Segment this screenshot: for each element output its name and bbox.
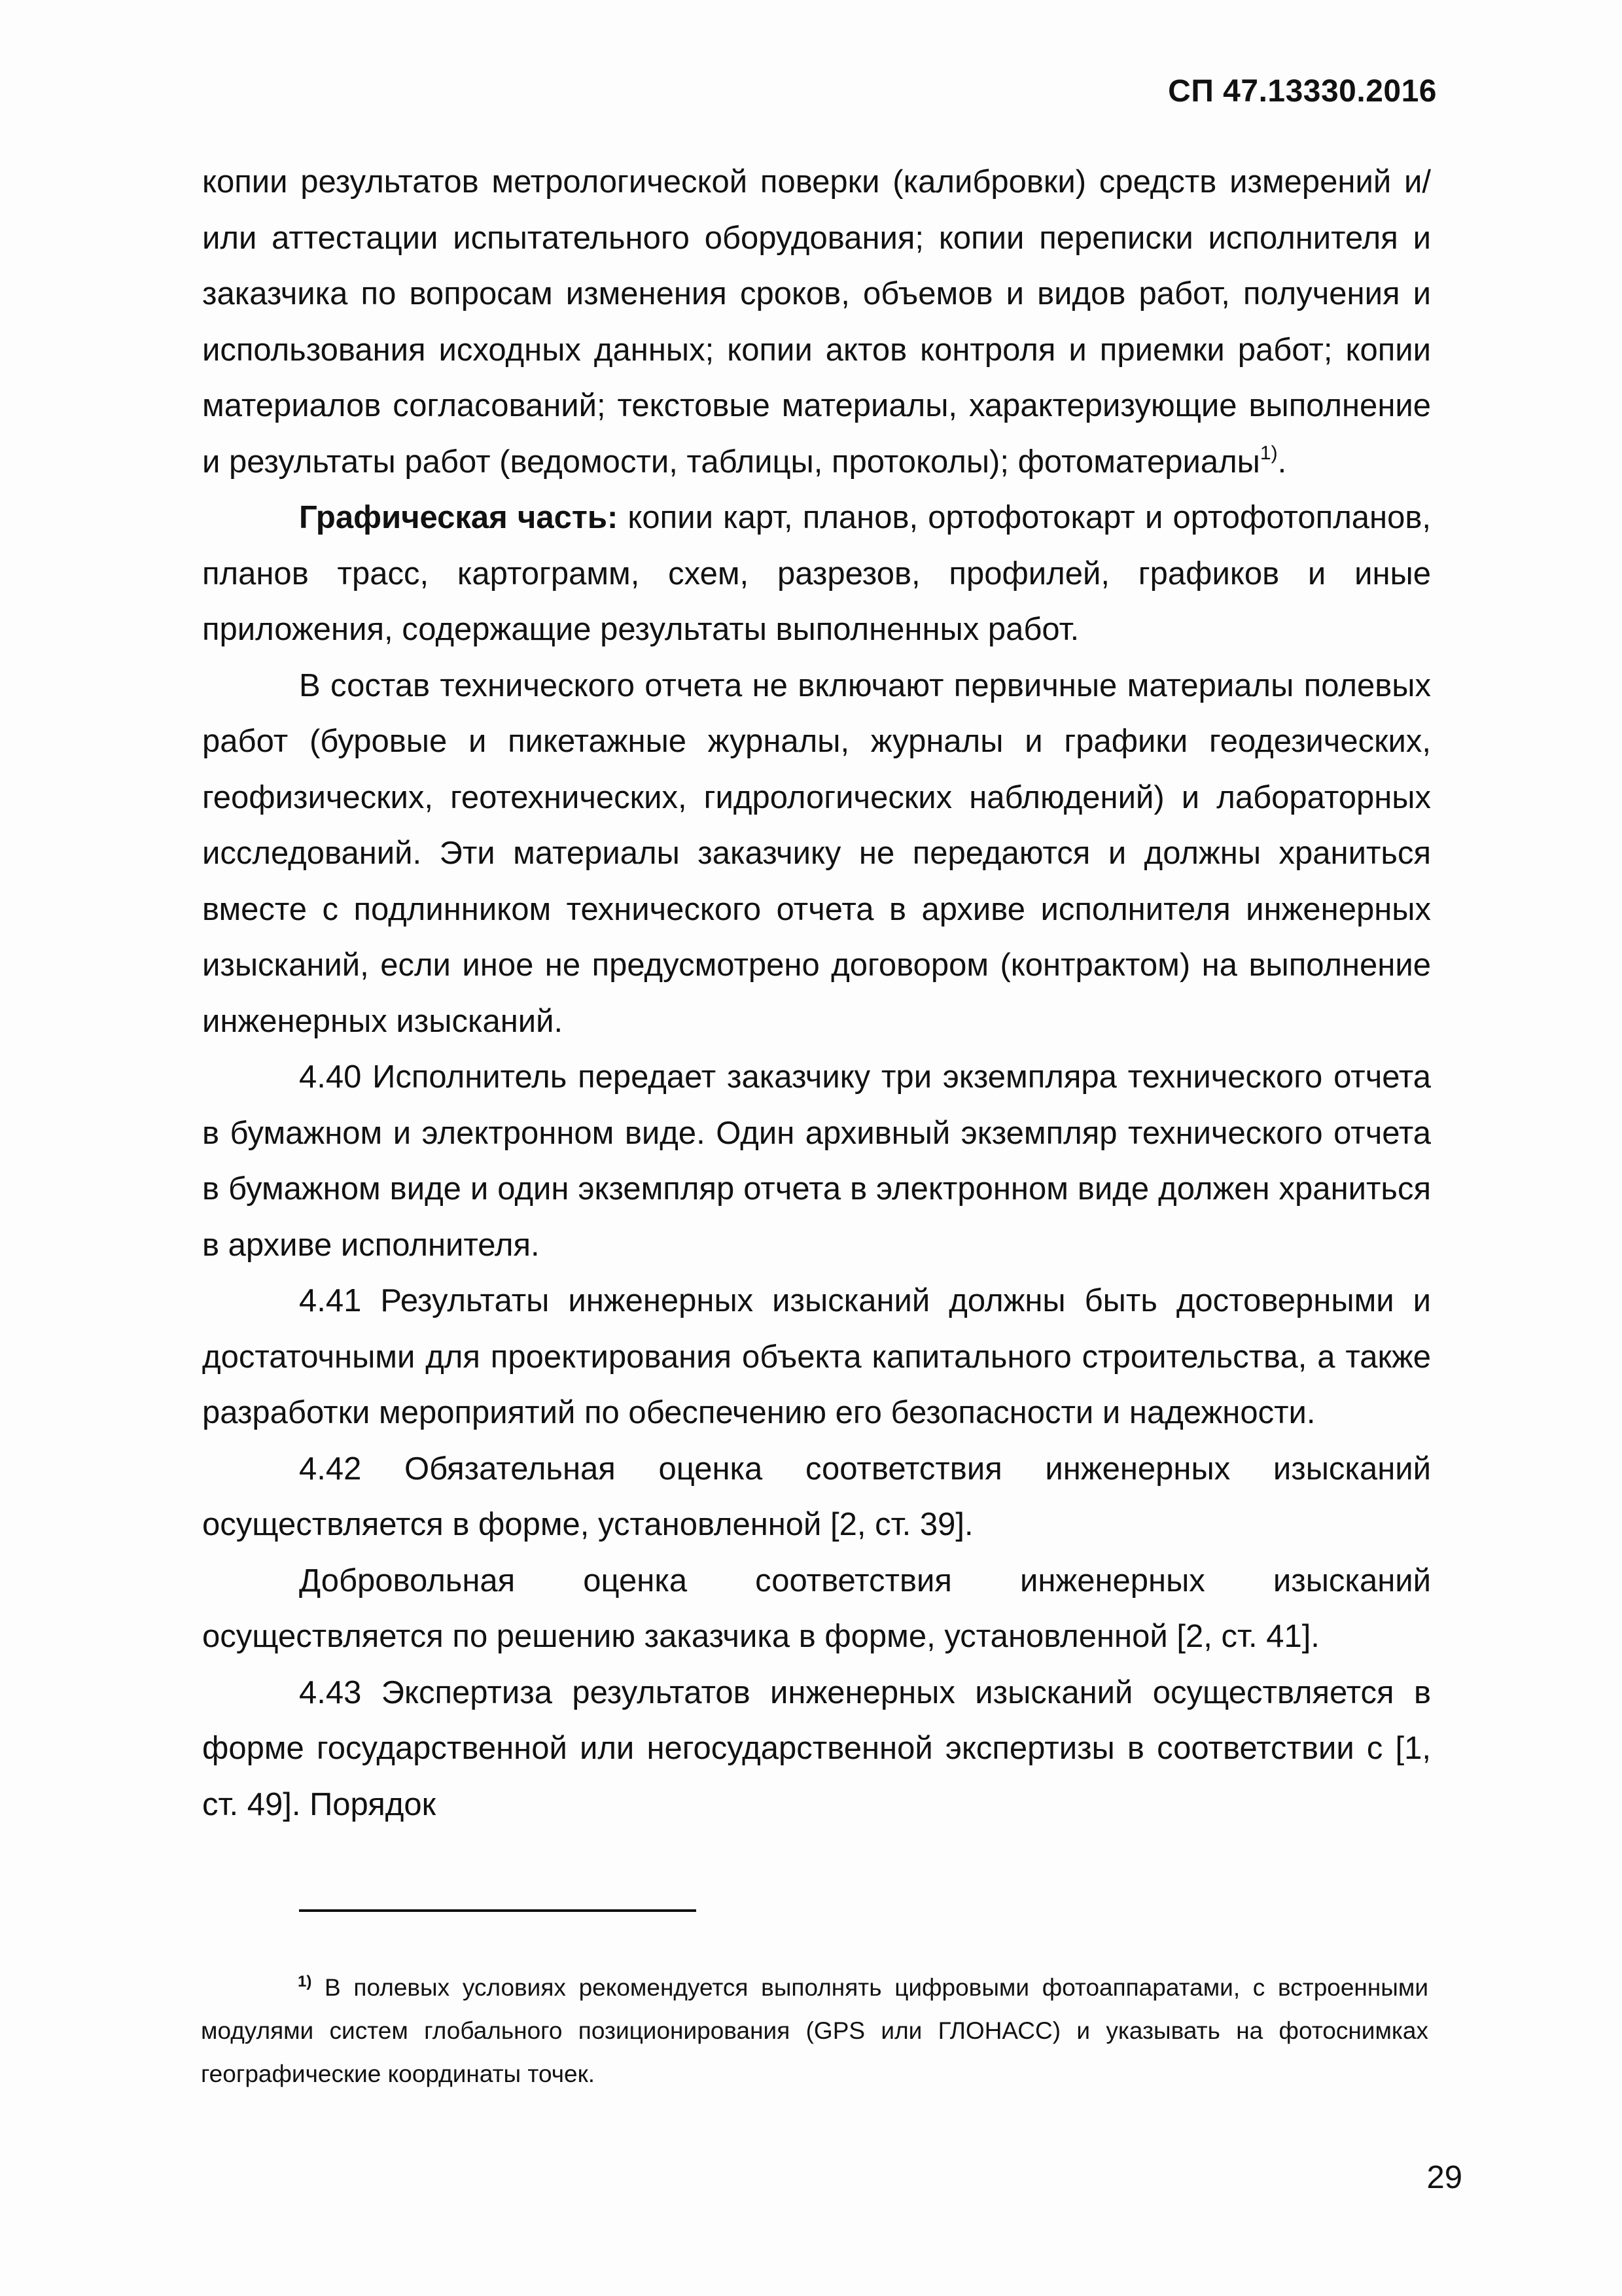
- footnote: [201, 1966, 1428, 2096]
- paragraph-text: копии карт, планов, ортофотокарт и ортофотопланов, планов трасс, картограмм, схем, разрезов, профилей, графиков и иные приложения, содержащие результаты выполненных работ.: [202, 500, 1432, 647]
- paragraph-tail: .: [1277, 444, 1287, 480]
- footnote-body: [201, 1966, 1428, 2096]
- footnote-separator: [299, 1909, 696, 1912]
- paragraph-lead: Графическая часть:: [299, 500, 618, 535]
- body-text: [202, 154, 1431, 1833]
- paragraph-voluntary-assessment: Добровольная оценка соответствия инженерных изысканий осуществляется по решению заказчика в форме, установленной [2, ст. 41].: [202, 1563, 1431, 1654]
- paragraph-4-41: 4.41 Результаты инженерных изысканий должны быть достоверными и достаточными для проектирования объекта капитального строительства, а также разработки мероприятий по обеспечению его безопасности и надежности.: [202, 1283, 1431, 1430]
- footnote-mark: 1): [298, 1973, 312, 1990]
- page-number: 29: [1426, 2160, 1462, 2195]
- paragraph-4-43: 4.43 Экспертиза результатов инженерных изысканий осуществляется в форме государственной или негосударственной экспертизы в соответствии с [1, ст. 49]. Порядок: [202, 1674, 1431, 1822]
- footnote-text: В полевых условиях рекомендуется выполнять цифровыми фотоаппаратами, с встроенными модулями систем глобального позиционирования (GPS или ГЛОНАСС) и указывать на фотоснимках географические координаты точек.: [201, 1974, 1428, 2087]
- paragraph-graphic-part: [202, 490, 1431, 658]
- paragraph-4-40: 4.40 Исполнитель передает заказчику три экземпляра технического отчета в бумажном и электронном виде. Один архивный экземпляр технического отчета в бумажном виде и один экземпляр отчета в электронном виде должен храниться в архиве исполнителя.: [202, 1059, 1431, 1263]
- paragraph-text: копии результатов метрологической поверки (калибровки) средств измерений и/или аттестации испытательного оборудования; копии переписки исполнителя и заказчика по вопросам изменения сроков, объемов и видов работ, получения и использования исходных данных; копии актов контроля и приемки работ; копии материалов согласований; текстовые материалы, характеризующие выполнение и результаты работ (ведомости, таблицы, протоколы); фотоматериалы: [202, 164, 1431, 480]
- document-code-header: СП 47.13330.2016: [1168, 74, 1437, 109]
- paragraph-report-contents: [202, 154, 1431, 490]
- paragraph-primary-materials: В состав технического отчета не включают первичные материалы полевых работ (буровые и пикетажные журналы, журналы и графики геодезических, геофизических, геотехнических, гидрологических наблюдений) и лабораторных исследований. Эти материалы заказчику не передаются и должны храниться вместе с подлинником технического отчета в архиве исполнителя инженерных изысканий, если иное не предусмотрено договором (контрактом) на выполнение инженерных изысканий.: [202, 667, 1431, 1039]
- paragraph-4-42: 4.42 Обязательная оценка соответствия инженерных изысканий осуществляется в форме, установленной [2, ст. 39].: [202, 1451, 1431, 1542]
- footnote-reference: 1): [1260, 442, 1278, 464]
